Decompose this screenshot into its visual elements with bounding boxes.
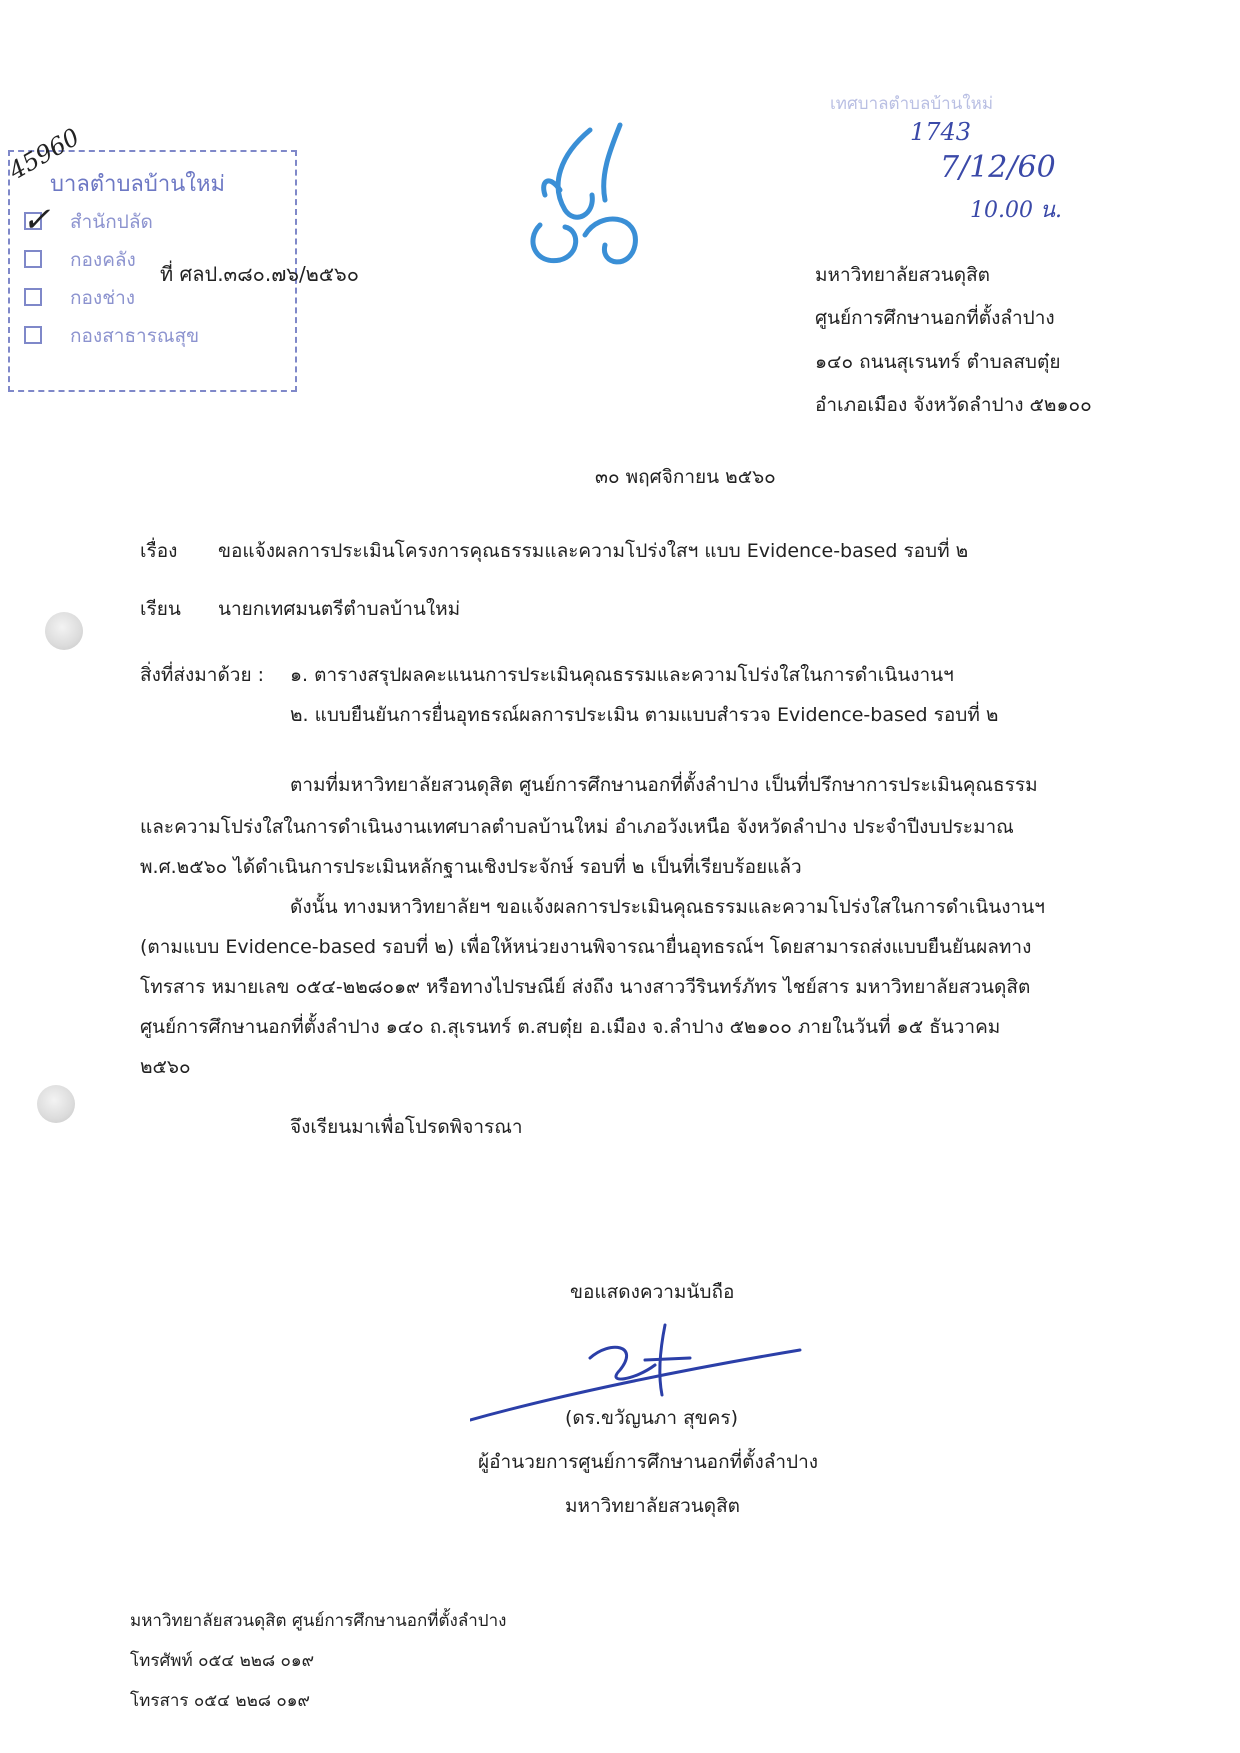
- subject: ขอแจ้งผลการประเมินโครงการคุณธรรมและความโปร่งใสฯ แบบ Evidence-based รอบที่ ๒: [218, 540, 969, 562]
- sender-line-2: ศูนย์การศึกษานอกที่ตั้งลำปาง: [815, 307, 1055, 329]
- to-label: เรียน: [140, 598, 181, 620]
- enclosure-label: สิ่งที่ส่งมาด้วย :: [140, 664, 265, 686]
- handwritten-number: 45960: [4, 122, 85, 186]
- checkmark-icon: ✓: [22, 200, 51, 240]
- letter-date: ๓๐ พฤศจิกายน ๒๕๖๐: [595, 466, 776, 488]
- sender-line-3: ๑๔๐ ถนนสุเรนทร์ ตำบลสบตุ๋ย: [815, 351, 1061, 373]
- body-line-6: โทรสาร หมายเลข ๐๕๔-๒๒๘๐๑๙ หรือทางไปรษณีย์ ส่งถึง นางสาววีรินทร์ภัทร ไชย์สาร มหาวิทยาลัยสวนดุสิต: [140, 976, 1031, 998]
- handwritten-receive-date: 7/12/60: [940, 150, 1056, 185]
- checkbox-icon: [24, 250, 42, 268]
- subject-label: เรื่อง: [140, 540, 178, 562]
- stamp-item-1: สำนักปลัด: [70, 211, 153, 233]
- enclosure-2: ๒. แบบยืนยันการยื่นอุทธรณ์ผลการประเมิน ตามแบบสำรวจ Evidence-based รอบที่ ๒: [290, 704, 999, 726]
- punch-hole: [37, 1085, 75, 1123]
- footer-phone: โทรศัพท์ ๐๕๔ ๒๒๘ ๐๑๙: [130, 1651, 315, 1671]
- body-line-7: ศูนย์การศึกษานอกที่ตั้งลำปาง ๑๔๐ ถ.สุเรนทร์ ต.สบตุ๋ย อ.เมือง จ.ลำปาง ๕๒๑๐๐ ภายในวันที่ ๑๕ ธันวาคม: [140, 1016, 1001, 1038]
- signer-name: (ดร.ขวัญนภา สุขคร): [565, 1407, 738, 1429]
- sender-line-1: มหาวิทยาลัยสวนดุสิต: [815, 264, 991, 286]
- body-line-5: (ตามแบบ Evidence-based รอบที่ ๒) เพื่อให้หน่วยงานพิจารณายื่นอุทธรณ์ฯ โดยสามารถส่งแบบยืนยันผลทาง: [140, 936, 1032, 958]
- receive-stamp-header: เทศบาลตำบลบ้านใหม่: [830, 94, 994, 114]
- body-line-1: ตามที่มหาวิทยาลัยสวนดุสิต ศูนย์การศึกษานอกที่ตั้งลำปาง เป็นที่ปรึกษาการประเมินคุณธรรม: [290, 774, 1038, 796]
- sender-line-4: อำเภอเมือง จังหวัดลำปาง ๕๒๑๐๐: [815, 394, 1092, 416]
- checkbox-icon: [24, 288, 42, 306]
- checkbox-icon: [24, 326, 42, 344]
- footer-fax: โทรสาร ๐๕๔ ๒๒๘ ๐๑๙: [130, 1691, 310, 1711]
- handwritten-receive-no: 1743: [910, 118, 972, 146]
- body-line-8: ๒๕๖๐: [140, 1056, 191, 1078]
- punch-hole: [45, 612, 83, 650]
- document-number: ที่ ศลป.๓๘๐.๗๖/๒๕๖๐: [160, 262, 359, 286]
- signer-title: ผู้อำนวยการศูนย์การศึกษานอกที่ตั้งลำปาง: [478, 1451, 819, 1473]
- body-line-2: และความโปร่งใสในการดำเนินงานเทศบาลตำบลบ้านใหม่ อำเภอวังเหนือ จังหวัดลำปาง ประจำปีงบประมาณ: [140, 816, 1014, 838]
- university-logo-icon: [520, 115, 670, 275]
- regards: ขอแสดงความนับถือ: [570, 1281, 735, 1303]
- signer-org: มหาวิทยาลัยสวนดุสิต: [565, 1495, 741, 1517]
- handwritten-receive-time: 10.00 น.: [970, 198, 1063, 223]
- stamp-item-3: กองช่าง: [70, 287, 136, 309]
- enclosure-1: ๑. ตารางสรุปผลคะแนนการประเมินคุณธรรมและความโปร่งใสในการดำเนินงานฯ: [290, 664, 954, 686]
- recipient: นายกเทศมนตรีตำบลบ้านใหม่: [218, 598, 461, 620]
- stamp-title: บาลตำบลบ้านใหม่: [50, 172, 225, 197]
- stamp-item-4: กองสาธารณสุข: [70, 325, 200, 347]
- stamp-item-2: กองคลัง: [70, 249, 136, 271]
- body-line-3: พ.ศ.๒๕๖๐ ได้ดำเนินการประเมินหลักฐานเชิงประจักษ์ รอบที่ ๒ เป็นที่เรียบร้อยแล้ว: [140, 856, 802, 878]
- body-line-4: ดังนั้น ทางมหาวิทยาลัยฯ ขอแจ้งผลการประเมินคุณธรรมและความโปร่งใสในการดำเนินงานฯ: [290, 896, 1045, 918]
- footer-line-1: มหาวิทยาลัยสวนดุสิต ศูนย์การศึกษานอกที่ตั้งลำปาง: [130, 1611, 507, 1631]
- closing: จึงเรียนมาเพื่อโปรดพิจารณา: [290, 1116, 523, 1138]
